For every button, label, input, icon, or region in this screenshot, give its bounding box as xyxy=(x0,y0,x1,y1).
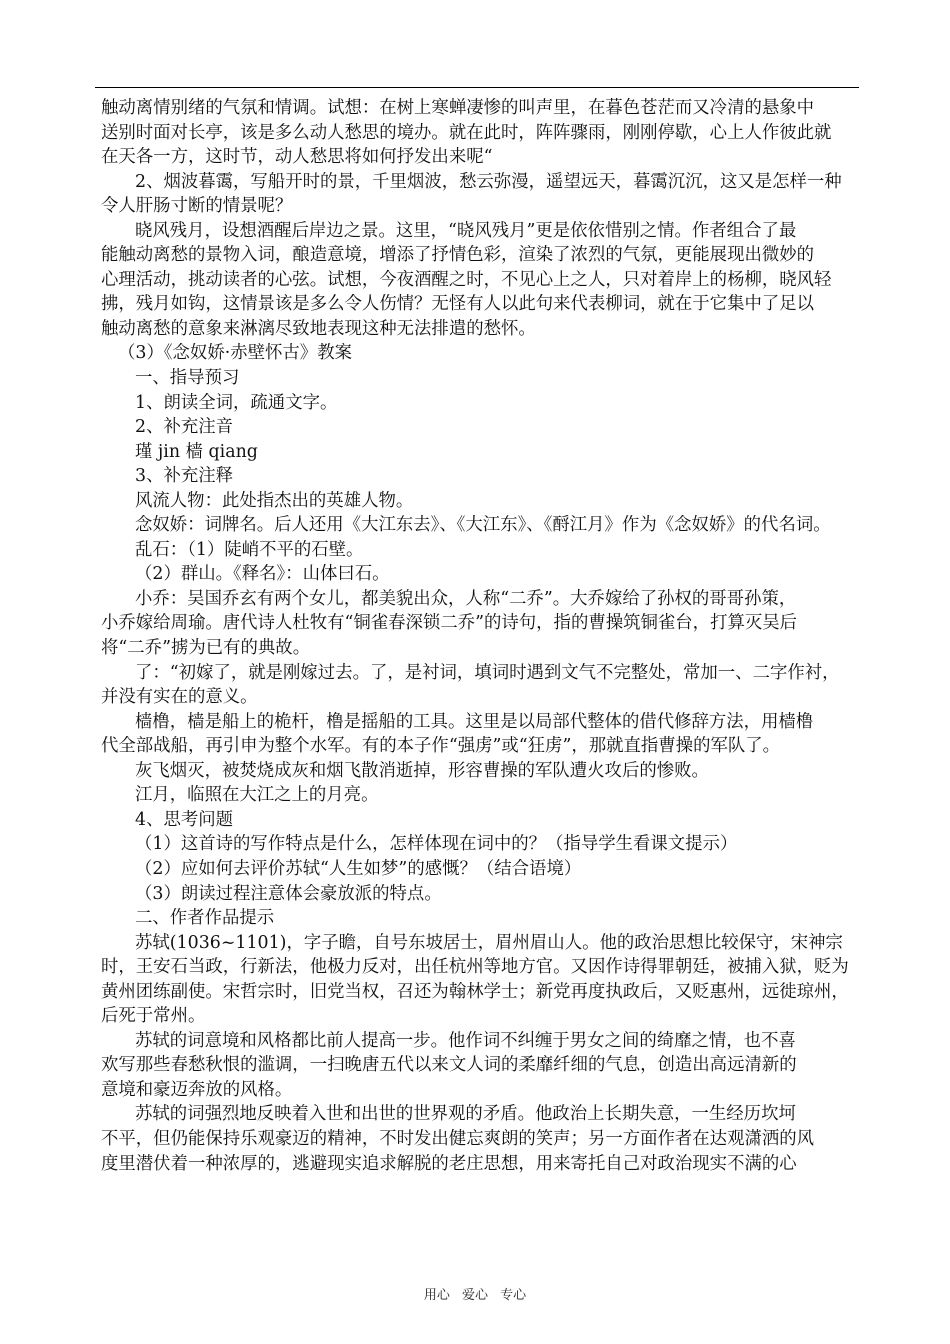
text-line: 江月，临照在大江之上的月亮。 xyxy=(135,785,379,806)
text-line: 在天各一方，这时节，动人愁思将如何抒发出来呢“ xyxy=(101,147,493,168)
text-line: 意境和豪迈奔放的风格。 xyxy=(101,1079,293,1100)
footer-text: 专心 xyxy=(500,1288,527,1303)
text-line: 晓风残月，设想酒醒后岸边之景。这里，“晓风残月”更是依依惜别之情。作者组合了最 xyxy=(135,220,797,241)
section-heading: 一、指导预习 xyxy=(135,368,240,389)
text-line: 苏轼的词强烈地反映着入世和出世的世界观的矛盾。他政治上长期失意，一生经历坎坷 xyxy=(135,1104,796,1125)
text-line: 了：“初嫁了，就是刚嫁过去。了，是衬词，填词时遇到文气不完整处，常加一、二字作衬， xyxy=(135,662,840,683)
text-line: 拂，残月如钩，这情景该是多么令人伤情？无怪有人以此句来代表柳词，就在于它集中了足以 xyxy=(101,294,815,315)
header-rule xyxy=(95,87,859,88)
footer-text: 爱心 xyxy=(461,1288,488,1303)
text-line: 乱石：（1）陡峭不平的石壁。 xyxy=(135,539,364,560)
text-line: 瑾 jin 樯 qiang xyxy=(135,441,258,462)
text-line: 不平，但仍能保持乐观豪迈的精神，不时发出健忘爽朗的笑声；另一方面作者在达观潇洒的风 xyxy=(101,1128,815,1149)
text-line: 令人肝肠寸断的情景呢？ xyxy=(101,196,293,217)
text-line: 能触动离愁的景物入词，酿造意境，增添了抒情色彩，渲染了浓烈的气氛，更能展现出微妙的 xyxy=(101,245,815,266)
text-line: 念奴娇：词牌名。后人还用《大江东去》、《大江东》、《酹江月》作为《念奴娇》的代名词。 xyxy=(135,515,831,536)
text-line: 苏轼的词意境和风格都比前人提高一步。他作词不纠缠于男女之间的绮靡之情，也不喜 xyxy=(135,1030,796,1051)
text-line: 送别时面对长亭，该是多么动人愁思的境办。就在此时，阵阵骤雨，刚刚停歇，心上人作彼此就 xyxy=(101,122,832,143)
section-heading: 二、作者作品提示 xyxy=(135,908,275,929)
text-line: 小乔：吴国乔玄有两个女儿，都美貌出众，人称“二乔”。大乔嫁给了孙权的哥哥孙策， xyxy=(135,588,797,609)
text-line: 度里潜伏着一种浓厚的，逃避现实追求解脱的老庄思想，用来寄托自己对政治现实不满的心 xyxy=(101,1153,797,1174)
text-line: （2）群山。《释名》：山体曰石。 xyxy=(135,564,390,585)
text-line: 黄州团练副使。宋哲宗时，旧党当权，召还为翰林学士；新党再度执政后，又贬惠州，远徙琼州， xyxy=(101,981,849,1002)
text-line: 小乔嫁给周瑜。唐代诗人杜牧有“铜雀春深锁二乔”的诗句，指的曹操筑铜雀台，打算灭吴后 xyxy=(101,613,798,634)
page-footer xyxy=(0,1284,950,1303)
text-line: 欢写那些春愁秋恨的滥调，一扫晚唐五代以来文人词的柔靡纤细的气息，创造出高远清新的 xyxy=(101,1055,797,1076)
text-line: 2、烟波暮霭，写船开时的景，千里烟波，愁云弥漫，遥望远天，暮霭沉沉，这又是怎样一种 xyxy=(135,171,842,192)
text-line: 触动离情别绪的气氛和情调。试想：在树上寒蝉凄惨的叫声里，在暮色苍茫而又冷清的悬象中 xyxy=(101,98,815,118)
text-line: 后死于常州。 xyxy=(101,1006,206,1027)
text-line: （2）应如何去评价苏轼“人生如梦”的感慨？（结合语境） xyxy=(135,858,582,879)
text-line: 代全部战船，再引申为整个水军。有的本子作“强虏”或“狂虏”，那就直指曹操的军队了。 xyxy=(101,736,781,757)
text-line: 3、补充注释 xyxy=(135,466,234,487)
text-line: 心理活动，挑动读者的心弦。试想，今夜酒醒之时，不见心上之人，只对着岸上的杨柳，晓风轻 xyxy=(101,269,832,290)
text-line: 将“二乔”掳为已有的典故。 xyxy=(101,638,311,659)
text-line: 2、补充注音 xyxy=(135,417,234,438)
footer-text: 用心 xyxy=(423,1288,450,1303)
text-line: 4、思考问题 xyxy=(135,809,234,830)
section-heading: （3）《念奴娇·赤壁怀古》教案 xyxy=(118,343,352,364)
text-line: （3）朗读过程注意体会豪放派的特点。 xyxy=(135,883,442,904)
text-line: 樯橹，樯是船上的桅杆，橹是摇船的工具。这里是以局部代整体的借代修辞方法，用樯橹 xyxy=(135,711,814,732)
text-line: （1）这首诗的写作特点是什么，怎样体现在词中的？（指导学生看课文提示） xyxy=(135,834,738,855)
text-line: 灰飞烟灭，被焚烧成灰和烟飞散消逝掉，形容曹操的军队遭火攻后的惨败。 xyxy=(135,760,709,781)
text-line: 触动离愁的意象来淋漓尽致地表现这种无法排遣的愁怀。 xyxy=(101,318,536,339)
text-line: 1、朗读全词，疏通文字。 xyxy=(135,392,338,413)
text-line: 并没有实在的意义。 xyxy=(101,687,258,708)
body-text xyxy=(101,96,859,1176)
text-line: 风流人物：此处指杰出的英雄人物。 xyxy=(135,490,414,511)
text-line: 苏轼(1036~1101)，字子瞻，自号东坡居士，眉州眉山人。他的政治思想比较保守，宋神宗 xyxy=(135,932,843,953)
text-line: 时，王安石当政，行新法，他极力反对，出任杭州等地方官。又因作诗得罪朝廷，被捕入狱，贬为 xyxy=(101,957,849,978)
